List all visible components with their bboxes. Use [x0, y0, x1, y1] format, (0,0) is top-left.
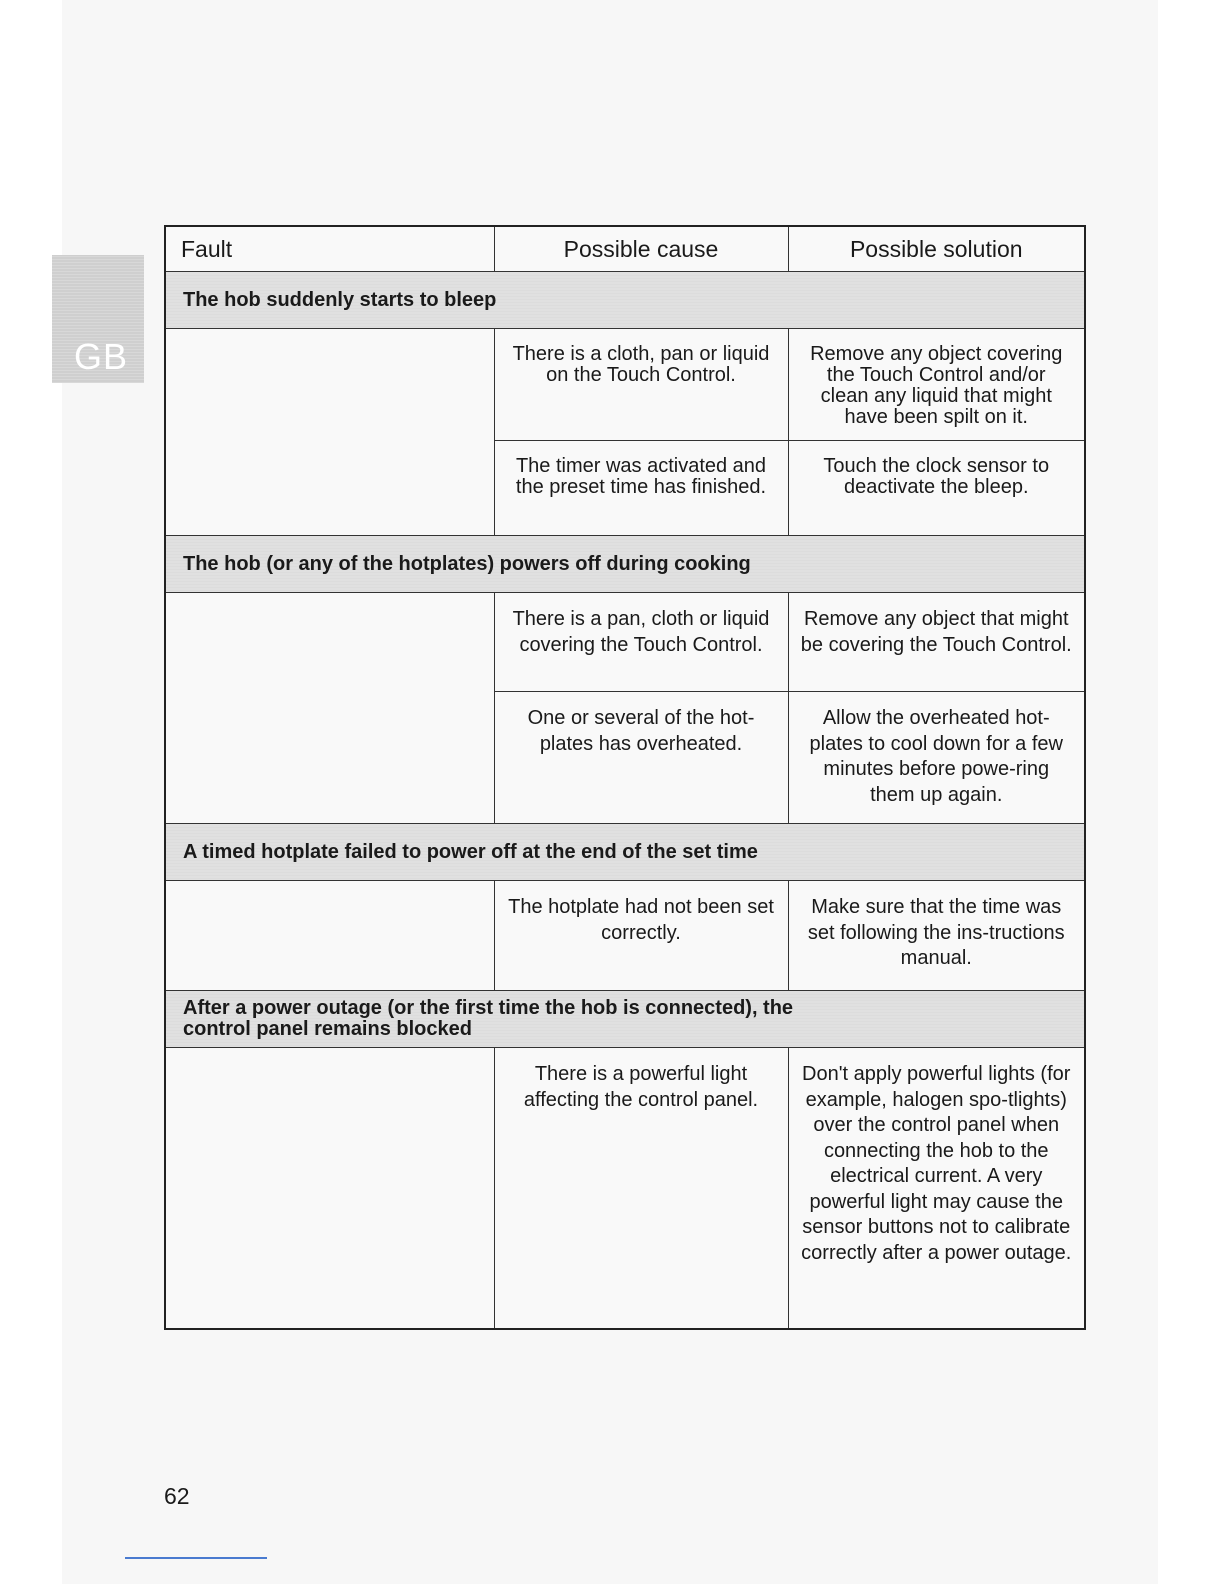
page-number: 62 — [164, 1483, 190, 1509]
fault-cell — [165, 593, 494, 824]
table-row — [165, 329, 1085, 441]
fault-table — [164, 225, 1086, 1330]
fault-cell — [165, 881, 494, 991]
solution-cell: Remove any object that might be covering the Touch Control. — [788, 593, 1085, 692]
section-title: After a power outage (or the first time the hob is connected), the control panel remains blocked — [165, 991, 1085, 1048]
header-possible-cause: Possible cause — [494, 226, 788, 272]
section-title: The hob (or any of the hotplates) powers off during cooking — [165, 536, 1085, 593]
section-row — [165, 991, 1085, 1048]
table-header-row — [165, 226, 1085, 272]
cause-cell: There is a pan, cloth or liquid covering the Touch Control. — [494, 593, 788, 692]
section-row — [165, 272, 1085, 329]
cause-cell: There is a powerful light affecting the control panel. — [494, 1048, 788, 1329]
section-title: The hob suddenly starts to bleep — [165, 272, 1085, 329]
language-tab-label: GB — [74, 336, 129, 377]
fault-cell — [165, 1048, 494, 1329]
solution-cell: Don't apply powerful lights (for example, halogen spo-tlights) over the control panel when connecting the hob to the electrical current. A very powerful light may cause the sensor buttons not to calibrate correctly after a power outage. — [788, 1048, 1085, 1329]
fault-cell — [165, 329, 494, 536]
header-possible-solution: Possible solution — [788, 226, 1085, 272]
language-tab — [52, 255, 144, 383]
solution-cell: Make sure that the time was set following the ins-tructions manual. — [788, 881, 1085, 991]
bottom-rule — [125, 1557, 267, 1559]
cause-cell: The timer was activated and the preset time has finished. — [494, 441, 788, 536]
section-row — [165, 536, 1085, 593]
header-fault: Fault — [165, 226, 494, 272]
table-row — [165, 1048, 1085, 1329]
cause-cell: One or several of the hot-plates has overheated. — [494, 692, 788, 824]
cause-cell: The hotplate had not been set correctly. — [494, 881, 788, 991]
solution-cell: Remove any object covering the Touch Control and/or clean any liquid that might have been spilt on it. — [788, 329, 1085, 441]
section-title: A timed hotplate failed to power off at the end of the set time — [165, 824, 1085, 881]
cause-cell: There is a cloth, pan or liquid on the Touch Control. — [494, 329, 788, 441]
section-row — [165, 824, 1085, 881]
table-row — [165, 593, 1085, 692]
table-row — [165, 881, 1085, 991]
solution-cell: Touch the clock sensor to deactivate the bleep. — [788, 441, 1085, 536]
solution-cell: Allow the overheated hot-plates to cool down for a few minutes before powe-ring them up again. — [788, 692, 1085, 824]
